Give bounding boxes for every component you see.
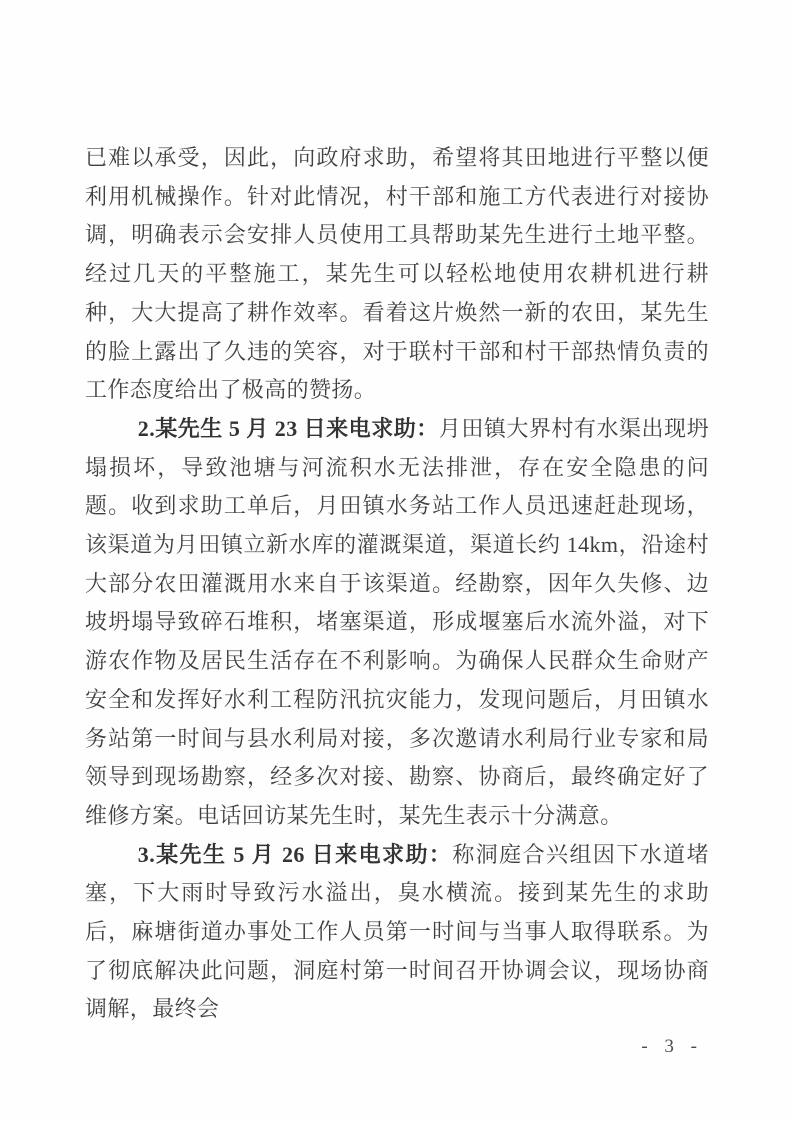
text-block bbox=[85, 139, 709, 1029]
paragraph-2-text: 月田镇大界村有水渠出现坍塌损坏，导致池塘与河流积水无法排泄，存在安全隐患的问题。收到求助工单后，月田镇水务站工作人员迅速赶赴现场，该渠道为月田镇立新水库的灌溉渠道，渠道长约 14km，沿途村大部分农田灌溉用水来自于该渠道。经勘察，因年久失修、边坡坍塌导致碎石堆积，堵塞渠道，形成堰塞后水流外溢，对下游农作物及居民生活存在不利影响。为确保人民群众生命财产安全和发挥好水利工程防汛抗灾能力，发现问题后，月田镇水务站第一时间与县水利局对接，多次邀请水利局行业专家和局领导到现场勘察，经多次对接、勘察、协商后，最终确定好了维修方案。电话回访某先生时，某先生表示十分满意。 bbox=[85, 415, 709, 828]
paragraph-1-text: 已难以承受，因此，向政府求助，希望将其田地进行平整以便利用机械操作。针对此情况，村干部和施工方代表进行对接协调，明确表示会安排人员使用工具帮助某先生进行土地平整。经过几天的平整施工，某先生可以轻松地使用农耕机进行耕种，大大提高了耕作效率。看着这片焕然一新的农田，某先生的脸上露出了久违的笑容，对于联村干部和村干部热情负责的工作态度给出了极高的赞扬。 bbox=[85, 145, 709, 403]
paragraph-1 bbox=[85, 139, 709, 410]
page-number: - 3 - bbox=[641, 1036, 703, 1057]
paragraph-2 bbox=[85, 410, 709, 836]
paragraph-3 bbox=[85, 836, 709, 1030]
paragraph-3-text: 称洞庭合兴组因下水道堵塞，下大雨时导致污水溢出，臭水横流。接到某先生的求助后，麻塘街道办事处工作人员第一时间与当事人取得联系。为了彻底解决此问题，洞庭村第一时间召开协调会议，现场协商调解，最终会 bbox=[85, 841, 709, 1022]
paragraph-3-heading: 3.某先生 5 月 26 日来电求助： bbox=[137, 841, 453, 867]
paragraph-2-heading: 2.某先生 5 月 23 日来电求助： bbox=[137, 415, 439, 441]
